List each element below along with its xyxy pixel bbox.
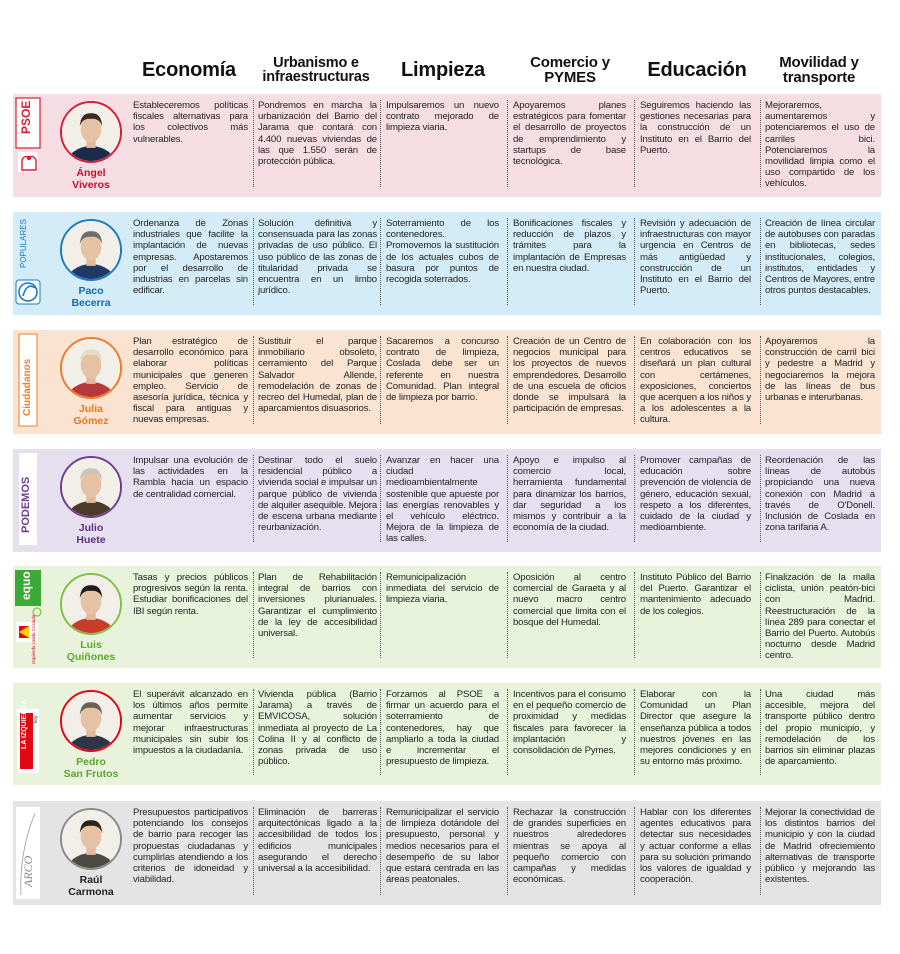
proposal-cell: Promover campañas de educación sobre prevención de violencia de género, educación sexual, respeto a los diferentes, cuidado de la ciudad y medioambiente. <box>640 455 751 534</box>
proposal-cell: Ordenanza de Zonas industriales que facilite la implantación de nuevas empresas. Apostaremos por el desarrollo de industrias en parcelas sin edificar. <box>133 218 248 297</box>
column-divider <box>507 572 508 658</box>
proposal-cell: El superávit alcanzado en los últimos años permite aumentar servicios y mejorar infraestructuras municipales sin subir los impuestos a la ciudadanía. <box>133 689 248 757</box>
candidate-last-name: Huete <box>76 534 106 546</box>
proposal-cell: Sacaremos a concurso contrato de limpieza, Coslada debe ser un referente en nuestra Comunidad. Plan integral de limpieza por barrio. <box>386 336 499 404</box>
column-divider <box>380 807 381 895</box>
candidate-name <box>55 403 127 427</box>
column-divider <box>380 336 381 424</box>
candidate-last-name: Becerra <box>71 297 111 309</box>
candidate-name <box>55 285 127 309</box>
candidate-first-name: Luis <box>80 639 102 651</box>
proposal-cell: Seguiremos haciendo las gestiones necesarias para la construcción de un Instituto en el Barrio del Puerto. <box>640 100 751 156</box>
party-logo-text: POPULARES <box>19 219 28 268</box>
party-logo-text: ARCO <box>21 855 35 887</box>
party-row <box>13 801 881 905</box>
party-logo <box>13 683 43 785</box>
column-header-educacion: Educación <box>647 59 747 81</box>
proposal-cell: Solución definitiva y consensuada para las zonas privadas de uso público. El uso público de las zonas de titularidad privada se encuentra en un limbo jurídico. <box>258 218 377 297</box>
party-logo-text: equo <box>19 571 33 600</box>
proposal-cell: Estableceremos políticas fiscales alternativas para los colectivos más vulnerables. <box>133 100 248 145</box>
party-row <box>13 566 881 668</box>
column-divider <box>634 689 635 775</box>
party-logo-text: LA IZQUIERDA <box>21 699 28 749</box>
party-logo <box>13 801 43 905</box>
column-divider <box>253 455 254 542</box>
proposal-cell: Impulsaremos un nuevo contrato mejorado de limpieza viaria. <box>386 100 499 134</box>
candidate-name <box>55 874 127 898</box>
candidate-last-name: Carmona <box>68 886 114 898</box>
proposal-cell: Impulsar una evolución de las actividades en la Rambla hacia un espacio de centralidad comercial. <box>133 455 248 500</box>
column-divider <box>634 455 635 542</box>
proposal-cell: Revisión y adecuación de infraestructuras con mayor urgencia en Centros de más antigüedad y construcción de un Instituto en el Barrio del Puerto. <box>640 218 751 297</box>
candidate-photo <box>60 808 122 870</box>
proposal-cell: Apoyo e impulso al comercio local, herramienta fundamental para dinamizar los barrios, dar seguridad a los mismos y contribuir a la economía de la ciudad. <box>513 455 626 534</box>
candidate-name <box>55 522 127 546</box>
candidate-photo <box>60 219 122 281</box>
proposal-cell: Vivienda pública (Barrio Jarama) a través de EMVICOSA, solución inmediata al proyecto de La Colina II y al conflicto de zonas privada de uso público. <box>258 689 377 768</box>
proposal-cell: Una ciudad más accesible, mejora del transporte público dentro del propio municipio, y remodelación de los barrios sin eliminar plazas de aparcamiento. <box>765 689 875 768</box>
proposal-cell: Finalización de la malla ciclista, unión peatón-bici con Madrid. Reestructuración de la línea 289 para conectar el Barrio del Puerto. Autobús nocturno desde Madrid centro. <box>765 572 875 662</box>
column-divider <box>380 218 381 305</box>
column-divider <box>760 218 761 305</box>
candidate-photo <box>60 337 122 399</box>
proposal-cell: Forzamos al PSOE a firmar un acuerdo para el soterramiento de contenedores, hay que ampliarlo a toda la ciudad e incrementar el presupuesto de limpieza. <box>386 689 499 768</box>
candidate-name <box>55 639 127 663</box>
proposal-cell: Tasas y precios públicos progresivos según la renta. Estudiar bonificaciones del IBI según renta. <box>133 572 248 617</box>
candidate-photo <box>60 690 122 752</box>
column-divider <box>253 218 254 305</box>
column-divider <box>760 455 761 542</box>
proposal-cell: Mejoraremos, aumentaremos y potenciaremos el uso de carriles bici. Potenciaremos la movilidad limpia como el uso compartido de los vehículos. <box>765 100 875 190</box>
proposal-cell: Plan de Rehabilitación integral de barrios con inversiones plurianuales. Garantizar el cumplimiento de la ley de accesibilidad universal. <box>258 572 377 640</box>
party-logo-subtext: Izquierda Unida Coslada <box>31 614 36 664</box>
proposal-cell: Avanzar en hacer una ciudad medioambientalmente sostenible que apueste por las energías renovables y el vehículo eléctrico. Mejora de la limpieza de las calles. <box>386 455 499 545</box>
party-row <box>13 683 881 785</box>
column-divider <box>380 455 381 542</box>
proposal-cell: Pondremos en marcha la urbanización del Barrio del Jarama que contará con 4.400 nuevas viviendas de las que 1.550 serán de protección pública. <box>258 100 377 168</box>
candidate-first-name: Pedro <box>76 756 106 768</box>
candidate-first-name: Paco <box>78 285 104 297</box>
proposal-cell: Hablar con los diferentes agentes educativos para detectar sus necesidades y actuar conforme a ellas para su solución primando los valores de igualdad y cooperación. <box>640 807 751 886</box>
column-divider <box>634 807 635 895</box>
proposal-cell: Mejorar la conectividad de los distintos barrios del municipio y con la ciudad de Madrid ofreciemiento alternativas de transporte público y mejorando las existentes. <box>765 807 875 886</box>
candidate-last-name: Viveros <box>72 179 110 191</box>
column-divider <box>634 218 635 305</box>
candidate-last-name: Gómez <box>73 415 109 427</box>
column-divider <box>634 336 635 424</box>
proposal-cell: Creación de un Centro de negocios municipal para los proyectos de nuevos emprendedores. Desarrollo de una escuela de oficios donde se impulsará la participación de empresas. <box>513 336 626 415</box>
column-divider <box>760 689 761 775</box>
party-logo-text: Ciudadanos <box>22 358 33 416</box>
proposal-cell: Plan estratégico de desarrollo económico para elaborar políticas municipales que generen empleo. Servicio de asesoría jurídica, técnica y fiscal para antiguas y nuevas empresas. <box>133 336 248 426</box>
proposal-cell: Soterramiento de los contenedores. Promovemos la sustitución de los actuales cubos de basura por puntos de recogida soterrados. <box>386 218 499 286</box>
candidate-photo <box>60 573 122 635</box>
candidate-photo <box>60 101 122 163</box>
proposal-cell: Elaborar con la Comunidad un Plan Director que asegure la enseñanza pública a todos nuestros jóvenes en las mejores condiciones y en su entorno más próximo. <box>640 689 751 768</box>
column-divider <box>253 807 254 895</box>
candidate-photo <box>60 456 122 518</box>
proposal-cell: En colaboración con los centros educativos se diseñará un plan cultural con certámenes, exposiciones, conciertos que acerquen a los niños y a los adolescentes a la cultura. <box>640 336 751 426</box>
column-divider <box>634 100 635 187</box>
party-logo-text: PSOE <box>19 100 33 134</box>
proposal-cell: Presupuestos participativos potenciando los consejos de barrio para recoger las propuestas ciudadanas y cumplirlas atendiendo a los criterios de idoneidad y viabilidad. <box>133 807 248 886</box>
column-header-comercio: Comercio y PYMES <box>530 54 610 86</box>
column-divider <box>507 218 508 305</box>
party-row <box>13 212 881 315</box>
column-divider <box>507 336 508 424</box>
column-divider <box>760 572 761 658</box>
column-divider <box>507 807 508 895</box>
proposal-cell: Rechazar la construcción de grandes superficies en nuestros alrededores mientras se apoya al pequeño comercio con campañas y medidas económicas. <box>513 807 626 886</box>
candidate-last-name: Quiñones <box>66 651 116 663</box>
column-header-urbanismo: Urbanismo e infraestructuras <box>262 54 370 85</box>
proposal-cell: Instituto Público del Barrio del Puerto. Garantizar el mantenimiento adecuado de los colegios. <box>640 572 751 617</box>
proposal-cell: Bonificaciones fiscales y reducción de plazos y trámites para la implantación de Empresas en nuestra ciudad. <box>513 218 626 274</box>
candidate-name <box>55 167 127 191</box>
candidate-first-name: Raúl <box>79 874 103 886</box>
column-divider <box>760 100 761 187</box>
party-row <box>13 449 881 552</box>
proposal-cell: Oposición al centro comercial de Garaeta y al nuevo macro centro comercial que limita con el bosque del Humedal. <box>513 572 626 628</box>
proposal-cell: Destinar todo el suelo residencial público a vivienda social e impulsar un parque público de vivienda de alquiler asequible. Mejora de escena urbana mediante reurbanización. <box>258 455 377 534</box>
column-divider <box>380 572 381 658</box>
column-divider <box>380 689 381 775</box>
column-headers <box>0 0 900 92</box>
candidate-first-name: Ángel <box>76 167 106 179</box>
candidate-first-name: Julia <box>79 403 103 415</box>
party-row <box>13 330 881 434</box>
column-divider <box>253 572 254 658</box>
candidate-first-name: Julio <box>78 522 104 534</box>
candidate-name <box>55 756 127 780</box>
proposal-cell: Incentivos para el consumo en el pequeño comercio de proximidad y medidas fiscales para favorecer la implantación y consolidación de Pymes. <box>513 689 626 757</box>
column-divider <box>253 100 254 187</box>
party-logo-subtext: hoy <box>33 715 38 723</box>
column-divider <box>507 689 508 775</box>
column-header-economia: Economía <box>142 59 236 81</box>
column-divider <box>253 689 254 775</box>
proposal-cell: Apoyaremos la construcción de carril bici y pedestre a Madrid y negociaremos la mejora de las líneas de bus urbanas e interurbanas. <box>765 336 875 404</box>
proposal-cell: Apoyaremos planes estratégicos para fomentar el desarrollo de proyectos de emprendimiento y startups de base tecnológica. <box>513 100 626 168</box>
column-divider <box>760 807 761 895</box>
party-logo <box>13 212 43 315</box>
column-divider <box>380 100 381 187</box>
column-divider <box>253 336 254 424</box>
proposal-cell: Remunicipalización inmediata del servicio de limpieza viaria. <box>386 572 499 606</box>
column-divider <box>507 455 508 542</box>
proposal-cell: Creación de línea circular de autobuses con paradas en bibliotecas, sedes institucionales, colegios, institutos, entidades y Centros de Mayores, entre otros puntos destacables. <box>765 218 875 297</box>
party-row <box>13 94 881 197</box>
proposal-cell: Remunicipalizar el servicio de limpieza dotándole del presupuesto, personal y medios necesarios para el desempeño de su labor que estará centrada en las áreas peatonales. <box>386 807 499 886</box>
proposal-cell: Eliminación de barreras arquitectónicas ligado a la accesibilidad de todos los edificios municipales asegurando el derecho universal a la accesibilidad. <box>258 807 377 875</box>
candidate-last-name: San Frutos <box>63 768 119 780</box>
column-divider <box>634 572 635 658</box>
column-divider <box>507 100 508 187</box>
proposal-cell: Reordenación de las líneas de autobús propiciando una nueva conexión con Madrid a través de O'Donell. Inclusión de Coslada en zona tarifaria A. <box>765 455 875 534</box>
proposal-cell: Sustituir el parque inmobiliario obsoleto, cerramiento del Parque Salvador Allende, remodelación de zonas de recreo del Humedal, plan de aparcamientos disuasorios. <box>258 336 377 415</box>
party-logo-text: PODEMOS <box>20 476 32 533</box>
column-header-movilidad: Movilidad y transporte <box>779 54 859 86</box>
column-header-limpieza: Limpieza <box>401 59 485 81</box>
column-divider <box>760 336 761 424</box>
